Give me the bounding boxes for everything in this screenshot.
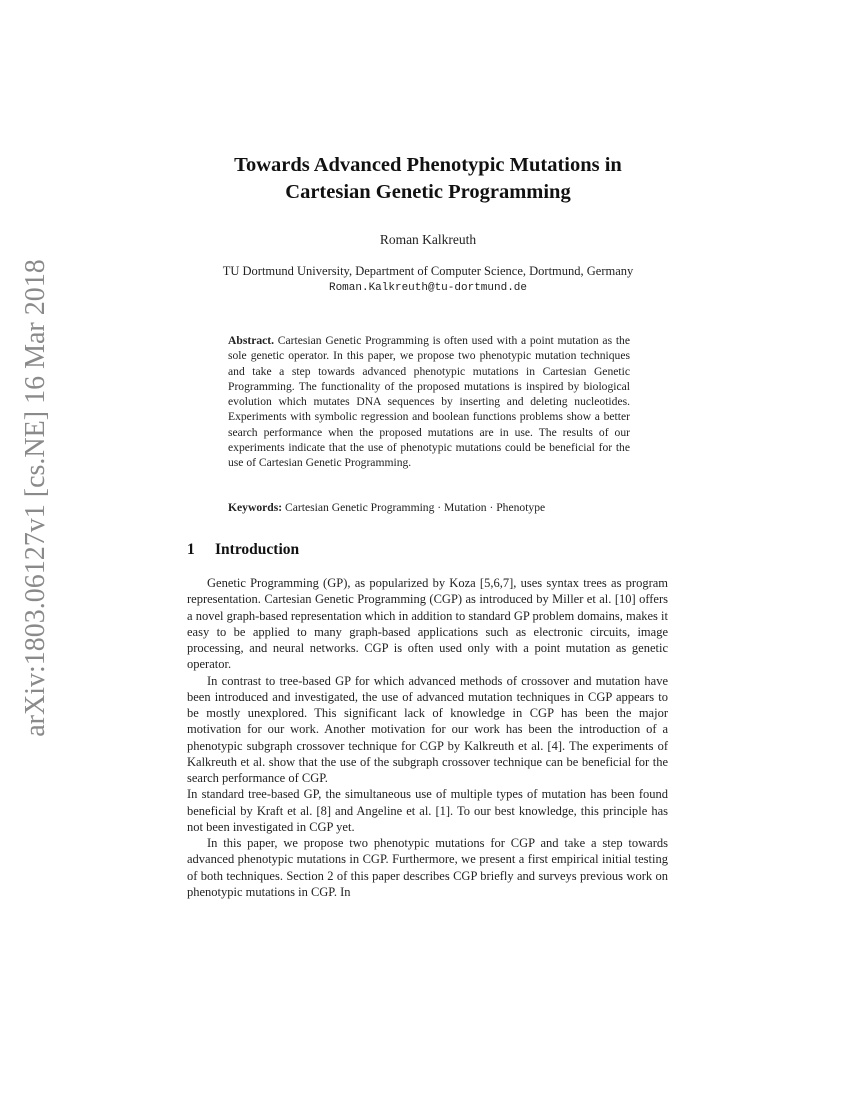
paragraph: Genetic Programming (GP), as popularized by Koza [5,6,7], uses syntax trees as program representation. Cartesian Genetic Programming (CGP) as introduced by Miller et al. [10] offers a novel graph-based representation which in addition to standard GP problem domains, makes it easy to be applied to many graph-based applications such as electronic circuits, image processing, and neural networks. CGP is often used only with a point mutation as genetic operator. — [187, 576, 668, 672]
paper-title — [150, 152, 706, 206]
arxiv-identifier: arXiv:1803.06127v1 [cs.NE] 16 Mar 2018 — [20, 259, 51, 737]
abstract-text: Cartesian Genetic Programming is often used with a point mutation as the sole genetic operator. In this paper, we propose two phenotypic mutation techniques and take a step towards advanced phenotypic mutations in Cartesian Genetic Programming. The functionality of the proposed mutations is inspired by biological evolution which mutates DNA sequences by inserting and deleting nucleotides. Experiments with symbolic regression and boolean functions problems show a better search performance when the proposed mutations are in use. The results of our experiments indicate that the use of phenotypic mutations could be beneficial for the use of Cartesian Genetic Programming. — [228, 334, 630, 470]
keywords — [228, 500, 630, 515]
keywords-text: Cartesian Genetic Programming · Mutation · Phenotype — [285, 501, 546, 514]
keywords-label: Keywords: — [228, 501, 283, 514]
title-line-1: Towards Advanced Phenotypic Mutations in — [234, 154, 622, 176]
abstract — [228, 333, 630, 471]
author-email: Roman.Kalkreuth@tu-dortmund.de — [328, 282, 528, 294]
arxiv-stamp-container — [20, 259, 52, 737]
affiliation-block — [150, 263, 706, 297]
paragraph: In contrast to tree-based GP for which advanced methods of crossover and mutation have been introduced and investigated, the use of advanced mutation techniques in CGP appears to be mostly unexplored. This significant lack of knowledge in CGP has been the major motivation for our work. Another motivation for our work has been the introduction of a phenotypic subgraph crossover technique for CGP by Kalkreuth et al. [4]. The experiments of Kalkreuth et al. show that the use of the subgraph crossover technique can be beneficial for the search performance of CGP. — [187, 673, 668, 785]
paragraph: In this paper, we propose two phenotypic mutations for CGP and take a step towards advanced phenotypic mutations in CGP. Furthermore, we present a first empirical initial testing of both techniques. Section 2 of this paper describes CGP briefly and surveys previous work on phenotypic mutations in CGP. In — [187, 836, 668, 899]
abstract-label: Abstract. — [228, 334, 275, 347]
section-body — [187, 575, 668, 900]
paragraph: In standard tree-based GP, the simultaneous use of multiple types of mutation has been found beneficial by Kraft et al. [8] and Angeline et al. [1]. To our best knowledge, this principle has not been investigated in CGP yet. — [187, 787, 668, 834]
author-name: Roman Kalkreuth — [379, 232, 477, 247]
section-heading — [187, 541, 299, 559]
section-title: Introduction — [215, 541, 300, 558]
title-line-2: Cartesian Genetic Programming — [285, 181, 571, 203]
affiliation: TU Dortmund University, Department of Computer Science, Dortmund, Germany — [222, 264, 634, 278]
section-number: 1 — [187, 541, 195, 558]
